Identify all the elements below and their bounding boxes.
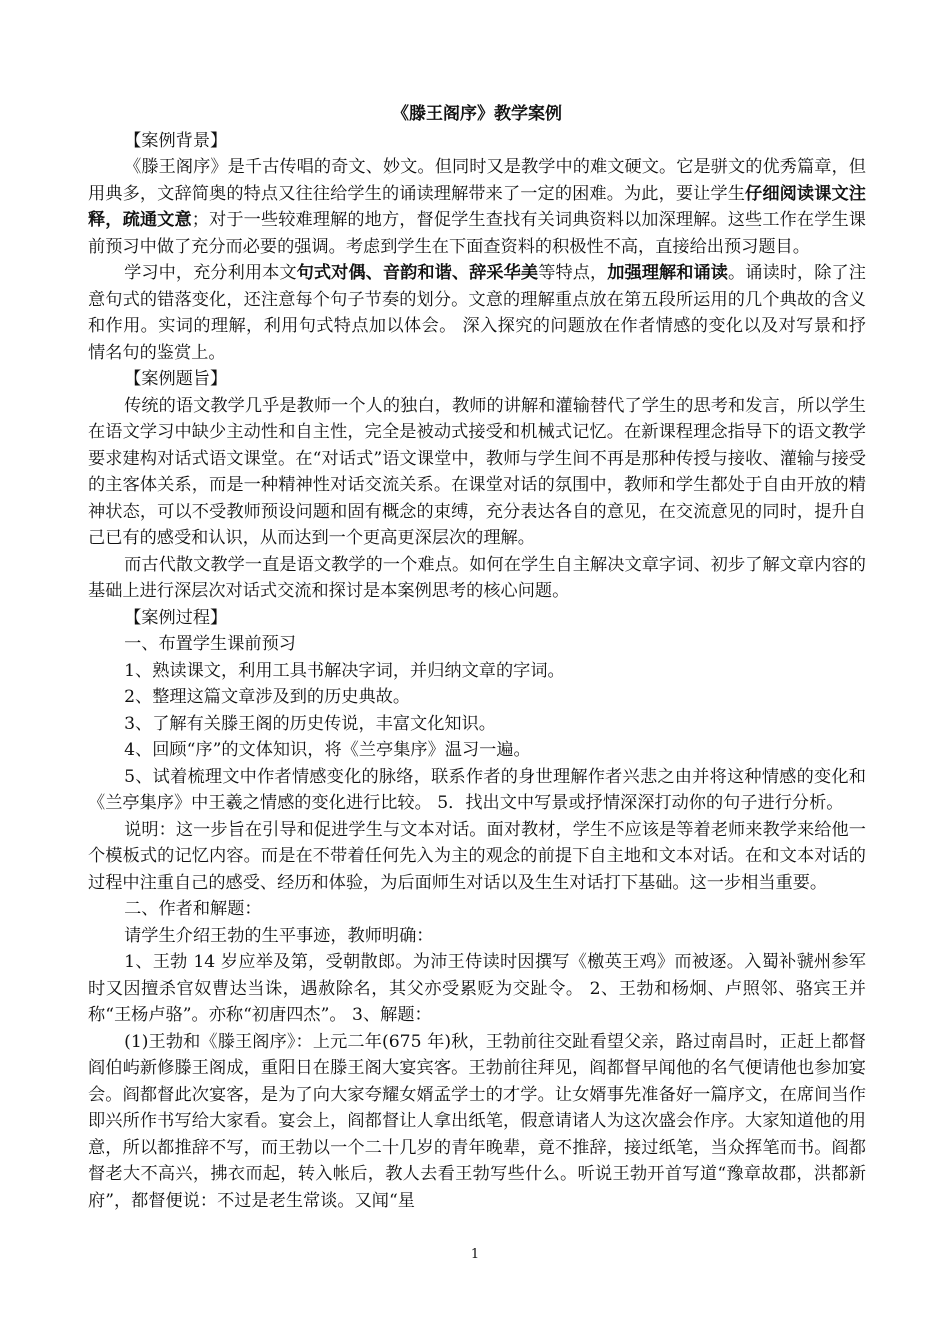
page-number: 1 <box>470 1247 480 1262</box>
theme-paragraph-1: 传统的语文教学几乎是教师一个人的独白，教师的讲解和灌输替代了学生的思考和发言，所以学生在语文学习中缺少主动性和自主性，完全是被动式接受和机械式记忆。在新课程理念指导下的语文教学要求建构对话式语文课堂。在“对话式”语文课堂中，教师与学生间不再是那种传授与接收、灌输与接受的主客体关系，而是一种精神性对话交流关系。在课堂对话的氛围中，教师和学生都处于自由开放的精神状态，可以不受教师预设问题和固有概念的束缚，充分表达各自的意见，在交流意见的同时，提升自己已有的感受和认识，从而达到一个更高更深层次的理解。 <box>88 395 866 548</box>
list-item: 1、熟读课文，利用工具书解决字词，并归纳文章的字词。 <box>124 660 565 681</box>
section-heading-theme: 【案例题旨】 <box>124 369 228 389</box>
step2-intro: 请学生介绍王勃的生平事迹，教师明确： <box>124 925 434 946</box>
list-item: 2、整理这篇文章涉及到的历史典故。 <box>124 687 411 707</box>
section-heading-background: 【案例背景】 <box>124 130 228 151</box>
background-paragraph-1: 《滕王阁序》是千古传唱的奇文、妙文。但同时又是教学中的难文硬文。它是骈文的优秀篇章，但用典多，文辞简奥的特点又往往给学生的诵读理解带来了一定的困难。为此，要让学生仔细阅读课文注释，疏通文意；对于一些较难理解的地方，督促学生查找有关词典资料以加深理解。这些工作在学生课前预习中做了充分而必要的强调。考虑到学生在下面查资料的积极性不高，直接给出预习题目。 <box>88 157 866 257</box>
list-item: 3、了解有关滕王阁的历史传说，丰富文化知识。 <box>124 713 496 734</box>
step2-paragraph-1: 1、王勃 14 岁应举及第，受朝散郎。为沛王侍读时因撰写《檄英王鸡》而被逐。入蜀补虢州参军时又因擅杀官奴曹达当诛，遇赦除名，其父亦受累贬为交趾令。 2、王勃和杨炯、卢照邻、骆宾王并称“王杨卢骆”。亦称“初唐四杰”。 3、解题： <box>88 952 866 1025</box>
background-paragraph-2: 学习中，充分利用本文句式对偶、音韵和谐、辞采华美等特点，加强理解和诵读。诵读时，除了注意句式的错落变化，还注意每个句子节奏的划分。文意的理解重点放在第五段所运用的几个典故的含义和作用。实词的理解，利用句式特点加以体会。 深入探究的问题放在作者情感的变化以及对写景和抒情名句的鉴赏上。 <box>88 263 866 363</box>
step1-heading: 一、布置学生课前预习 <box>124 634 296 654</box>
step2-paragraph-2: (1)王勃和《滕王阁序》：上元二年(675 年)秋，王勃前往交趾看望父亲，路过南昌时，正赶上都督阎伯屿新修滕王阁成，重阳日在滕王阁大宴宾客。王勃前往拜见，阎都督早闻他的名气便请他也参加宴会。阎都督此次宴客，是为了向大家夸耀女婿孟学士的才学。让女婿事先准备好一篇序文，在席间当作即兴所作书写给大家看。宴会上，阎都督让人拿出纸笔，假意请诸人为这次盛会作序。大家知道他的用意，所以都推辞不写，而王勃以一个二十几岁的青年晚辈，竟不推辞，接过纸笔，当众挥笔而书。阎都督老大不高兴，拂衣而起，转入帐后，教人去看王勃写些什么。听说王勃开首写道“豫章故郡，洪都新府”，都督便说：不过是老生常谈。又闻“星 <box>88 1031 866 1211</box>
step1-note: 说明：这一步旨在引导和促进学生与文本对话。面对教材，学生不应该是等着老师来教学来给他一个模板式的记忆内容。而是在不带着任何先入为主的观念的前提下自主地和文本对话。在和文本对话的过程中注重自己的感受、经历和体验，为后面师生对话以及生生对话打下基础。这一步相当重要。 <box>88 819 866 893</box>
list-item: 5、试着梳理文中作者情感变化的脉络，联系作者的身世理解作者兴悲之由并将这种情感的变化和《兰亭集序》中王羲之情感的变化进行比较。 5．找出文中写景或抒情深深打动你的句子进行分析。 <box>88 766 866 813</box>
theme-paragraph-2: 而古代散文教学一直是语文教学的一个难点。如何在学生自主解决文章字词、初步了解文章内容的基础上进行深层次对话式交流和探讨是本案例思考的核心问题。 <box>88 554 866 601</box>
step2-heading: 二、作者和解题： <box>124 899 262 919</box>
document-title: 《滕王阁序》教学案例 <box>392 104 562 124</box>
document-body <box>88 101 866 1214</box>
list-item: 4、回顾“序”的文体知识，将《兰亭集序》温习一遍。 <box>124 740 531 760</box>
section-heading-process: 【案例过程】 <box>124 607 228 628</box>
